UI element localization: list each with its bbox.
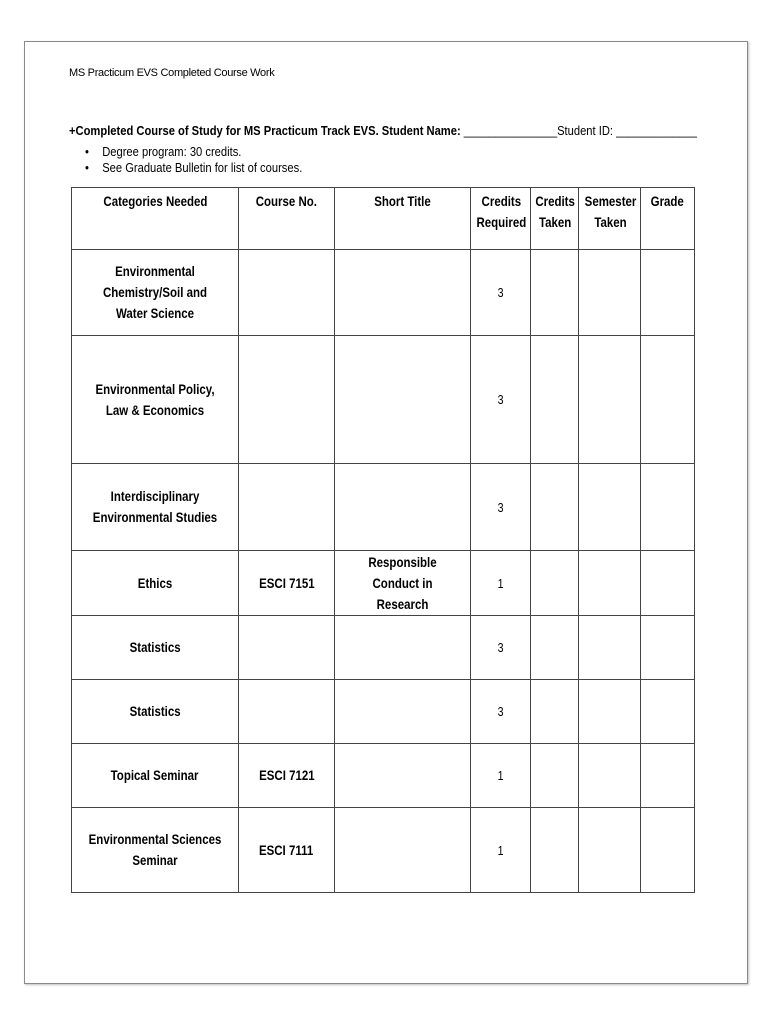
cell-semester-taken <box>579 464 641 551</box>
cell-credits-taken <box>531 464 579 551</box>
cell-credits-taken <box>531 808 579 893</box>
cell-category: Ethics <box>72 551 239 616</box>
cell-category: Statistics <box>72 680 239 744</box>
cell-credits-required: 3 <box>471 250 531 336</box>
cell-credits-required: 3 <box>471 464 531 551</box>
cell-grade <box>641 250 695 336</box>
bullet-graduate-bulletin: • See Graduate Bulletin for list of courses. <box>85 160 302 176</box>
cell-semester-taken <box>579 808 641 893</box>
cell-category: Topical Seminar <box>72 744 239 808</box>
cell-short-title <box>335 336 471 464</box>
cell-credits-required: 3 <box>471 336 531 464</box>
table-row <box>72 744 695 808</box>
cell-category: Statistics <box>72 616 239 680</box>
cell-short-title: Responsible Conduct in Research <box>335 551 471 616</box>
header-categories-needed: Categories Needed <box>72 188 239 250</box>
cell-short-title <box>335 464 471 551</box>
cell-credits-required: 3 <box>471 680 531 744</box>
table-row <box>72 616 695 680</box>
cell-credits-required: 1 <box>471 551 531 616</box>
cell-grade <box>641 680 695 744</box>
cell-category: Environmental Chemistry/Soil and Water Science <box>72 250 239 336</box>
cell-credits-taken <box>531 551 579 616</box>
cell-credits-taken <box>531 744 579 808</box>
header-course-no: Course No. <box>239 188 335 250</box>
form-title-text: +Completed Course of Study for MS Practicum Track EVS. Student Name: <box>69 123 461 138</box>
cell-credits-required: 1 <box>471 808 531 893</box>
header-short-title: Short Title <box>335 188 471 250</box>
cell-short-title <box>335 744 471 808</box>
cell-credits-taken <box>531 680 579 744</box>
cell-category: Environmental Policy, Law & Economics <box>72 336 239 464</box>
cell-course-no <box>239 616 335 680</box>
cell-course-no: ESCI 7111 <box>239 808 335 893</box>
cell-category: Interdisciplinary Environmental Studies <box>72 464 239 551</box>
info-bullets <box>85 144 302 176</box>
document-header: MS Practicum EVS Completed Course Work <box>69 67 275 79</box>
cell-semester-taken <box>579 616 641 680</box>
table-row <box>72 336 695 464</box>
cell-grade <box>641 336 695 464</box>
student-name-blank: _______________ <box>460 123 558 138</box>
table-row <box>72 250 695 336</box>
cell-grade <box>641 808 695 893</box>
cell-semester-taken <box>579 551 641 616</box>
cell-grade <box>641 551 695 616</box>
header-credits-required: Credits Required <box>471 188 531 250</box>
document-page <box>24 41 748 984</box>
table-header-row <box>72 188 695 250</box>
cell-semester-taken <box>579 680 641 744</box>
cell-semester-taken <box>579 250 641 336</box>
cell-credits-taken <box>531 250 579 336</box>
cell-course-no <box>239 336 335 464</box>
cell-credits-taken <box>531 616 579 680</box>
header-grade: Grade <box>641 188 695 250</box>
header-semester-taken: Semester Taken <box>579 188 641 250</box>
cell-semester-taken <box>579 336 641 464</box>
cell-short-title <box>335 808 471 893</box>
cell-grade <box>641 616 695 680</box>
header-credits-taken: Credits Taken <box>531 188 579 250</box>
cell-grade <box>641 744 695 808</box>
cell-credits-taken <box>531 336 579 464</box>
cell-short-title <box>335 250 471 336</box>
cell-short-title <box>335 616 471 680</box>
cell-course-no <box>239 680 335 744</box>
student-id-label: Student ID: _____________ <box>557 123 697 138</box>
cell-credits-required: 1 <box>471 744 531 808</box>
cell-semester-taken <box>579 744 641 808</box>
cell-category: Environmental Sciences Seminar <box>72 808 239 893</box>
cell-course-no: ESCI 7151 <box>239 551 335 616</box>
table-row <box>72 551 695 616</box>
table-row <box>72 680 695 744</box>
table-row <box>72 808 695 893</box>
form-title <box>69 123 697 138</box>
cell-course-no: ESCI 7121 <box>239 744 335 808</box>
cell-grade <box>641 464 695 551</box>
cell-course-no <box>239 464 335 551</box>
table-row <box>72 464 695 551</box>
cell-course-no <box>239 250 335 336</box>
cell-credits-required: 3 <box>471 616 531 680</box>
bullet-degree-program: • Degree program: 30 credits. <box>85 144 302 160</box>
course-table <box>71 187 695 893</box>
cell-short-title <box>335 680 471 744</box>
